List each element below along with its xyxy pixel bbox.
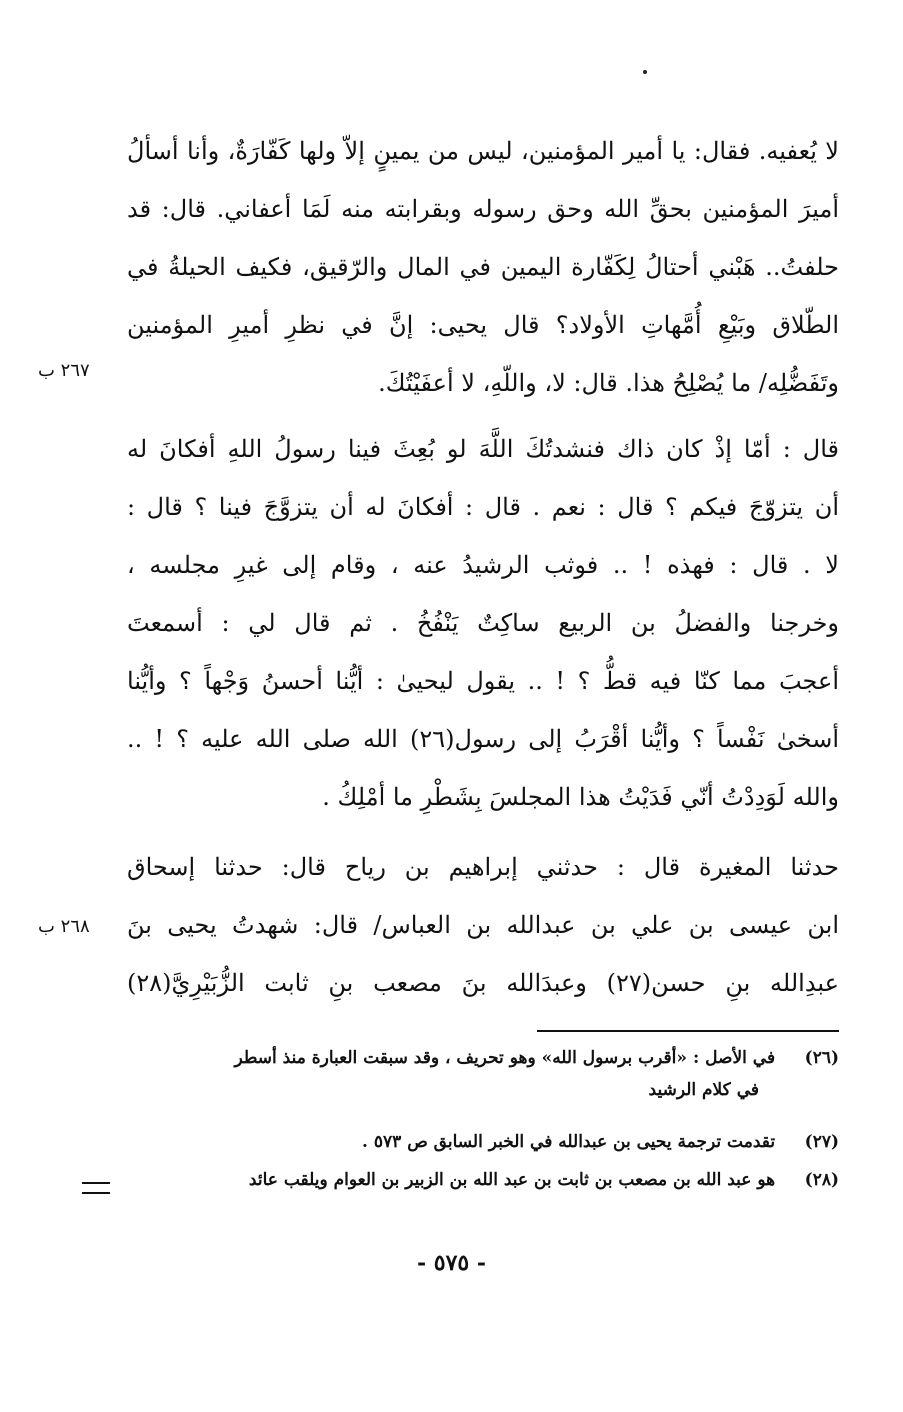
- footnote-text: تقدمت ترجمة يحيى بن عبدالله في الخبر السابق ص ٥٧٣ .: [362, 1132, 776, 1152]
- footnote-27: [127, 1126, 839, 1158]
- footnote-number: (٢٧): [804, 1132, 839, 1152]
- text-line: وتَفَضُّلِه/ ما يُصْلِحُ هذا. قال: لا، واللّهِ، لا أعفَيْتُكَ.: [378, 369, 839, 397]
- text-line: حدثنا المغيرة قال : حدثني إبراهيم بن رياح قال: حدثنا إسحاق: [127, 853, 839, 881]
- page-number: - ٥٧٥ -: [416, 1250, 487, 1276]
- footnote-number: (٢٨): [804, 1170, 839, 1190]
- paragraph-2: [127, 420, 839, 826]
- text-line: أن يتزوّجَ فيكم ؟ قال : نعم . قال : أفكانَ له أن يتزوَّجَ فينا ؟ قال :: [127, 493, 839, 521]
- stray-dot: [643, 70, 647, 74]
- text-line: قال : أمّا إذْ كان ذاك فنشدتُكَ اللَّهَ لو بُعِثَ فينا رسولُ اللهِ أفكانَ له: [127, 435, 839, 463]
- text-line: حلفتُ.. هَبْني أحتالُ لِكَفّارة اليمين في المال والرّقيق، فكيف الحيلةُ في: [127, 253, 839, 281]
- text-line: أعجبَ مما كنّا فيه قطُّ ؟ ! .. يقول ليحيىٰ : أيُّنا أحسنُ وَجْهاً ؟ وأيُّنا: [127, 667, 839, 695]
- text-line: الطّلاق وبَيْعِ أُمَّهاتِ الأولاد؟ قال يحيى: إنَّ في نظرِ أميرِ المؤمنين: [127, 311, 839, 339]
- continuation-mark: [82, 1182, 110, 1194]
- text-line: ابن عيسى بن علي بن عبدالله بن العباس/ قال: شهدتُ يحيى بنَ: [127, 911, 839, 939]
- footnote-text-continued: في كلام الرشيد: [648, 1080, 759, 1100]
- footnote-number: (٢٦): [804, 1048, 839, 1068]
- footnote-separator: [537, 1030, 839, 1032]
- footnote-28: [127, 1164, 839, 1196]
- text-line: لا يُعفيه. فقال: يا أمير المؤمنين، ليس من يمينٍ إلاّ ولها كَفّارَةٌ، وأنا أسألُ: [127, 137, 839, 165]
- footnote-text: في الأصل : «أقرب برسول الله» وهو تحريف ، وقد سبقت العبارة منذ أسطر: [234, 1048, 776, 1068]
- paragraph-1: [127, 122, 839, 412]
- text-line: لا . قال : فهذه ! .. فوثب الرشيدُ عنه ، وقام إلى غيرِ مجلسه ،: [127, 551, 839, 579]
- text-line: أميرَ المؤمنين بحقِّ الله وحق رسوله وبقرابته منه لَمَا أعفاني. قال: قد: [127, 195, 839, 223]
- footnote-26: [127, 1042, 839, 1106]
- paragraph-3: [127, 838, 839, 1012]
- text-line: عبدِالله بنِ حسن(٢٧) وعبدَالله بنَ مصعب بنِ ثابت الزُّبَيْرِيَّ(٢٨): [127, 969, 839, 997]
- text-line: والله لَوَدِدْتُ أنّي فَدَيْتُ هذا المجلسَ بِشَطْرِ ما أمْلِكُ .: [322, 783, 839, 811]
- margin-folio-note: ٢٦٧ ب: [38, 360, 90, 381]
- text-line: أسخىٰ نَفْساً ؟ وأيُّنا أقْرَبُ إلى رسول(٢٦) الله صلى الله عليه ؟ ! ..: [127, 725, 839, 753]
- text-line: وخرجنا والفضلُ بن الربيع ساكِتٌ يَنْفُخُ . ثم قال لي : أسمعتَ: [127, 609, 839, 637]
- footnote-text: هو عبد الله بن مصعب بن ثابت بن عبد الله بن الزبير بن العوام ويلقب عائد: [248, 1170, 776, 1190]
- margin-folio-note: ٢٦٨ ب: [38, 916, 90, 937]
